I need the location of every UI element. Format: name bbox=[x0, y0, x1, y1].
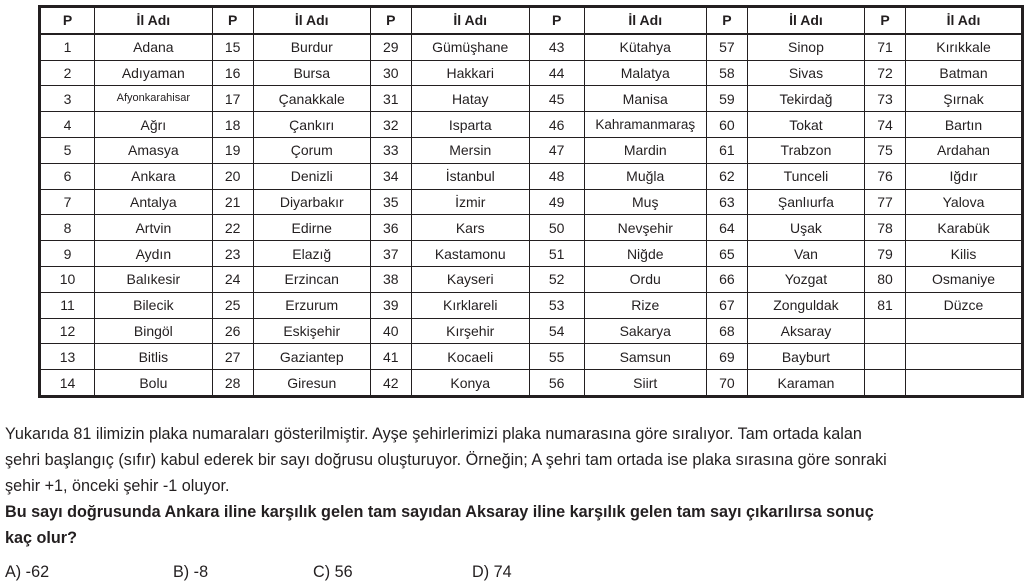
plate-number-cell: 53 bbox=[529, 292, 584, 318]
plate-number-cell: 36 bbox=[370, 215, 411, 241]
city-name-cell: Bayburt bbox=[747, 344, 864, 370]
city-name-cell: Yozgat bbox=[747, 266, 864, 292]
plate-number-cell: 76 bbox=[864, 163, 905, 189]
plate-number-cell: 31 bbox=[370, 86, 411, 112]
header-plate: P bbox=[212, 7, 253, 34]
plate-number-cell: 54 bbox=[529, 318, 584, 344]
city-name-cell: Diyarbakır bbox=[253, 189, 370, 215]
city-name-cell: Şanlıurfa bbox=[747, 189, 864, 215]
table-row bbox=[40, 344, 1023, 370]
city-name-cell: Mardin bbox=[584, 137, 706, 163]
question-line: şehri başlangıç (sıfır) kabul ederek bir sayı doğrusu oluşturuyor. Örneğin; A şehri tam ortada ise plaka sırasına göre sonraki bbox=[5, 451, 887, 469]
city-name-cell: Bolu bbox=[95, 370, 213, 397]
city-name-cell: Bilecik bbox=[95, 292, 213, 318]
plate-number-cell: 58 bbox=[706, 60, 747, 86]
plate-number-cell: 29 bbox=[370, 34, 411, 60]
header-city-name: İl Adı bbox=[747, 7, 864, 34]
city-name-cell: Malatya bbox=[584, 60, 706, 86]
plate-number-cell: 3 bbox=[40, 86, 95, 112]
city-name-cell: Antalya bbox=[95, 189, 213, 215]
plate-number-cell: 35 bbox=[370, 189, 411, 215]
question-text bbox=[5, 421, 1021, 551]
plate-number-cell: 62 bbox=[706, 163, 747, 189]
header-plate: P bbox=[706, 7, 747, 34]
city-name-cell: Kayseri bbox=[411, 266, 529, 292]
header-plate: P bbox=[864, 7, 905, 34]
city-name-cell: Kütahya bbox=[584, 34, 706, 60]
city-name-cell: Yalova bbox=[906, 189, 1023, 215]
plate-number-cell bbox=[864, 344, 905, 370]
city-name-cell: Ankara bbox=[95, 163, 213, 189]
city-name-cell: Samsun bbox=[584, 344, 706, 370]
plate-number-cell: 15 bbox=[212, 34, 253, 60]
city-name-cell: Eskişehir bbox=[253, 318, 370, 344]
city-name-cell: Tunceli bbox=[747, 163, 864, 189]
plate-number-cell: 37 bbox=[370, 241, 411, 267]
city-name-cell: Bursa bbox=[253, 60, 370, 86]
plate-number-cell: 16 bbox=[212, 60, 253, 86]
plate-number-cell: 17 bbox=[212, 86, 253, 112]
plate-number-cell: 6 bbox=[40, 163, 95, 189]
plate-number-cell bbox=[864, 370, 905, 397]
plate-number-cell: 44 bbox=[529, 60, 584, 86]
city-name-cell: Balıkesir bbox=[95, 266, 213, 292]
plate-number-cell: 70 bbox=[706, 370, 747, 397]
plate-number-cell: 28 bbox=[212, 370, 253, 397]
plate-number-cell: 81 bbox=[864, 292, 905, 318]
plate-number-cell: 72 bbox=[864, 60, 905, 86]
city-name-cell: Tokat bbox=[747, 112, 864, 138]
city-name-cell: Bartın bbox=[906, 112, 1023, 138]
plate-number-cell: 21 bbox=[212, 189, 253, 215]
city-name-cell: Çankırı bbox=[253, 112, 370, 138]
city-name-cell: Çorum bbox=[253, 137, 370, 163]
choice-b[interactable]: B) -8 bbox=[173, 563, 209, 581]
plate-number-cell: 59 bbox=[706, 86, 747, 112]
header-city-name: İl Adı bbox=[411, 7, 529, 34]
header-city-name: İl Adı bbox=[906, 7, 1023, 34]
plate-number-cell: 75 bbox=[864, 137, 905, 163]
plate-number-cell: 50 bbox=[529, 215, 584, 241]
city-name-cell: Erzurum bbox=[253, 292, 370, 318]
city-name-cell: Kilis bbox=[906, 241, 1023, 267]
plate-number-cell: 11 bbox=[40, 292, 95, 318]
city-name-cell: Çanakkale bbox=[253, 86, 370, 112]
city-name-cell: Batman bbox=[906, 60, 1023, 86]
plate-number-cell: 30 bbox=[370, 60, 411, 86]
city-name-cell: Kırıkkale bbox=[906, 34, 1023, 60]
city-name-cell: Kastamonu bbox=[411, 241, 529, 267]
plate-number-cell: 41 bbox=[370, 344, 411, 370]
plate-number-cell: 40 bbox=[370, 318, 411, 344]
plate-number-cell: 7 bbox=[40, 189, 95, 215]
plate-number-cell: 71 bbox=[864, 34, 905, 60]
plate-number-cell: 12 bbox=[40, 318, 95, 344]
plate-number-cell: 51 bbox=[529, 241, 584, 267]
plate-number-cell: 4 bbox=[40, 112, 95, 138]
city-name-cell: Tekirdağ bbox=[747, 86, 864, 112]
plate-number-cell: 1 bbox=[40, 34, 95, 60]
plate-number-cell: 79 bbox=[864, 241, 905, 267]
plate-number-cell: 69 bbox=[706, 344, 747, 370]
header-plate: P bbox=[40, 7, 95, 34]
header-plate: P bbox=[370, 7, 411, 34]
plate-number-cell: 47 bbox=[529, 137, 584, 163]
city-name-cell bbox=[906, 344, 1023, 370]
city-name-cell: Gümüşhane bbox=[411, 34, 529, 60]
plate-number-cell: 78 bbox=[864, 215, 905, 241]
city-name-cell: Şırnak bbox=[906, 86, 1023, 112]
table-row bbox=[40, 370, 1023, 397]
city-name-cell: Düzce bbox=[906, 292, 1023, 318]
table-row bbox=[40, 137, 1023, 163]
plate-number-cell: 19 bbox=[212, 137, 253, 163]
plate-number-cell: 42 bbox=[370, 370, 411, 397]
plate-number-cell: 38 bbox=[370, 266, 411, 292]
table-row bbox=[40, 215, 1023, 241]
plate-number-cell: 66 bbox=[706, 266, 747, 292]
table-row bbox=[40, 189, 1023, 215]
city-name-cell: Muğla bbox=[584, 163, 706, 189]
city-name-cell: Adana bbox=[95, 34, 213, 60]
header-plate: P bbox=[529, 7, 584, 34]
question-prompt: Bu sayı doğrusunda Ankara iline karşılık gelen tam sayıdan Aksaray iline karşılık gelen tam sayı çıkarılırsa sonuç bbox=[5, 503, 874, 521]
question-line: şehir +1, önceki şehir -1 oluyor. bbox=[5, 477, 230, 495]
plate-number-cell: 22 bbox=[212, 215, 253, 241]
city-name-cell: Ağrı bbox=[95, 112, 213, 138]
city-name-cell: Kars bbox=[411, 215, 529, 241]
city-name-cell: Denizli bbox=[253, 163, 370, 189]
city-name-cell: Karabük bbox=[906, 215, 1023, 241]
plate-number-cell: 80 bbox=[864, 266, 905, 292]
city-name-cell: İstanbul bbox=[411, 163, 529, 189]
plate-number-cell: 61 bbox=[706, 137, 747, 163]
table-row bbox=[40, 241, 1023, 267]
city-name-cell: Kırklareli bbox=[411, 292, 529, 318]
city-name-cell: Mersin bbox=[411, 137, 529, 163]
city-name-cell: Edirne bbox=[253, 215, 370, 241]
table-row bbox=[40, 60, 1023, 86]
city-name-cell: Aydın bbox=[95, 241, 213, 267]
table-row bbox=[40, 266, 1023, 292]
city-name-cell: Sinop bbox=[747, 34, 864, 60]
header-city-name: İl Adı bbox=[253, 7, 370, 34]
plate-number-cell: 48 bbox=[529, 163, 584, 189]
city-name-cell: Ordu bbox=[584, 266, 706, 292]
city-name-cell: Adıyaman bbox=[95, 60, 213, 86]
city-name-cell: Erzincan bbox=[253, 266, 370, 292]
plate-number-cell: 39 bbox=[370, 292, 411, 318]
plate-number-cell: 2 bbox=[40, 60, 95, 86]
city-name-cell: Aksaray bbox=[747, 318, 864, 344]
question-line: Yukarıda 81 ilimizin plaka numaraları gösterilmiştir. Ayşe şehirlerimizi plaka numarasına göre sıralıyor. Tam ortada kalan bbox=[5, 425, 862, 443]
table-row bbox=[40, 163, 1023, 189]
city-name-cell: Elazığ bbox=[253, 241, 370, 267]
city-name-cell: Osmaniye bbox=[906, 266, 1023, 292]
table-body bbox=[40, 34, 1023, 397]
plate-number-cell: 33 bbox=[370, 137, 411, 163]
city-name-cell: Zonguldak bbox=[747, 292, 864, 318]
city-name-cell: Artvin bbox=[95, 215, 213, 241]
city-name-cell: Rize bbox=[584, 292, 706, 318]
city-name-cell: Gaziantep bbox=[253, 344, 370, 370]
city-name-cell: Kahramanmaraş bbox=[584, 112, 706, 138]
table-row bbox=[40, 318, 1023, 344]
plate-number-cell: 14 bbox=[40, 370, 95, 397]
plate-number-cell: 77 bbox=[864, 189, 905, 215]
city-name-cell: Van bbox=[747, 241, 864, 267]
plate-number-cell: 46 bbox=[529, 112, 584, 138]
answer-choices bbox=[5, 563, 1021, 585]
city-name-cell: Isparta bbox=[411, 112, 529, 138]
plate-number-cell: 32 bbox=[370, 112, 411, 138]
plate-number-cell: 20 bbox=[212, 163, 253, 189]
city-name-cell bbox=[906, 370, 1023, 397]
plate-number-cell: 5 bbox=[40, 137, 95, 163]
city-name-cell: Sivas bbox=[747, 60, 864, 86]
city-name-cell: Hatay bbox=[411, 86, 529, 112]
city-name-cell: Niğde bbox=[584, 241, 706, 267]
plate-number-cell: 26 bbox=[212, 318, 253, 344]
city-name-cell: Kırşehir bbox=[411, 318, 529, 344]
city-name-cell: Kocaeli bbox=[411, 344, 529, 370]
plate-number-cell: 64 bbox=[706, 215, 747, 241]
city-name-cell: Trabzon bbox=[747, 137, 864, 163]
plate-number-cell: 56 bbox=[529, 370, 584, 397]
plate-number-cell: 8 bbox=[40, 215, 95, 241]
city-name-cell: Giresun bbox=[253, 370, 370, 397]
city-name-cell: İzmir bbox=[411, 189, 529, 215]
table-row bbox=[40, 86, 1023, 112]
city-name-cell: Bitlis bbox=[95, 344, 213, 370]
plate-number-cell bbox=[864, 318, 905, 344]
city-name-cell: Amasya bbox=[95, 137, 213, 163]
plate-number-cell: 43 bbox=[529, 34, 584, 60]
header-city-name: İl Adı bbox=[95, 7, 213, 34]
city-name-cell: Muş bbox=[584, 189, 706, 215]
table-row bbox=[40, 112, 1023, 138]
plate-number-cell: 10 bbox=[40, 266, 95, 292]
plate-number-table bbox=[38, 5, 1024, 398]
plate-number-cell: 57 bbox=[706, 34, 747, 60]
plate-number-cell: 34 bbox=[370, 163, 411, 189]
plate-number-cell: 23 bbox=[212, 241, 253, 267]
city-name-cell bbox=[906, 318, 1023, 344]
plate-number-cell: 74 bbox=[864, 112, 905, 138]
plate-number-cell: 60 bbox=[706, 112, 747, 138]
city-name-cell: Iğdır bbox=[906, 163, 1023, 189]
city-name-cell: Manisa bbox=[584, 86, 706, 112]
plate-number-cell: 49 bbox=[529, 189, 584, 215]
city-name-cell: Bingöl bbox=[95, 318, 213, 344]
plate-number-cell: 67 bbox=[706, 292, 747, 318]
city-name-cell: Konya bbox=[411, 370, 529, 397]
city-name-cell: Burdur bbox=[253, 34, 370, 60]
city-name-cell: Afyonkarahisar bbox=[95, 86, 213, 112]
plate-number-cell: 52 bbox=[529, 266, 584, 292]
city-name-cell: Siirt bbox=[584, 370, 706, 397]
plate-number-cell: 25 bbox=[212, 292, 253, 318]
plate-number-cell: 27 bbox=[212, 344, 253, 370]
table-row bbox=[40, 292, 1023, 318]
plate-number-cell: 24 bbox=[212, 266, 253, 292]
choice-a[interactable]: A) -62 bbox=[5, 563, 50, 581]
plate-number-cell: 63 bbox=[706, 189, 747, 215]
table-row bbox=[40, 34, 1023, 60]
choice-c[interactable]: C) 56 bbox=[313, 563, 353, 581]
plate-number-cell: 55 bbox=[529, 344, 584, 370]
plate-number-cell: 73 bbox=[864, 86, 905, 112]
question-prompt: kaç olur? bbox=[5, 529, 77, 547]
plate-number-cell: 9 bbox=[40, 241, 95, 267]
header-city-name: İl Adı bbox=[584, 7, 706, 34]
city-name-cell: Ardahan bbox=[906, 137, 1023, 163]
choice-d[interactable]: D) 74 bbox=[472, 563, 512, 581]
plate-number-cell: 13 bbox=[40, 344, 95, 370]
city-name-cell: Hakkari bbox=[411, 60, 529, 86]
city-name-cell: Nevşehir bbox=[584, 215, 706, 241]
plate-number-cell: 45 bbox=[529, 86, 584, 112]
table-header-row bbox=[40, 7, 1023, 34]
city-name-cell: Uşak bbox=[747, 215, 864, 241]
city-name-cell: Sakarya bbox=[584, 318, 706, 344]
plate-number-cell: 18 bbox=[212, 112, 253, 138]
plate-number-cell: 68 bbox=[706, 318, 747, 344]
city-name-cell: Karaman bbox=[747, 370, 864, 397]
plate-number-cell: 65 bbox=[706, 241, 747, 267]
